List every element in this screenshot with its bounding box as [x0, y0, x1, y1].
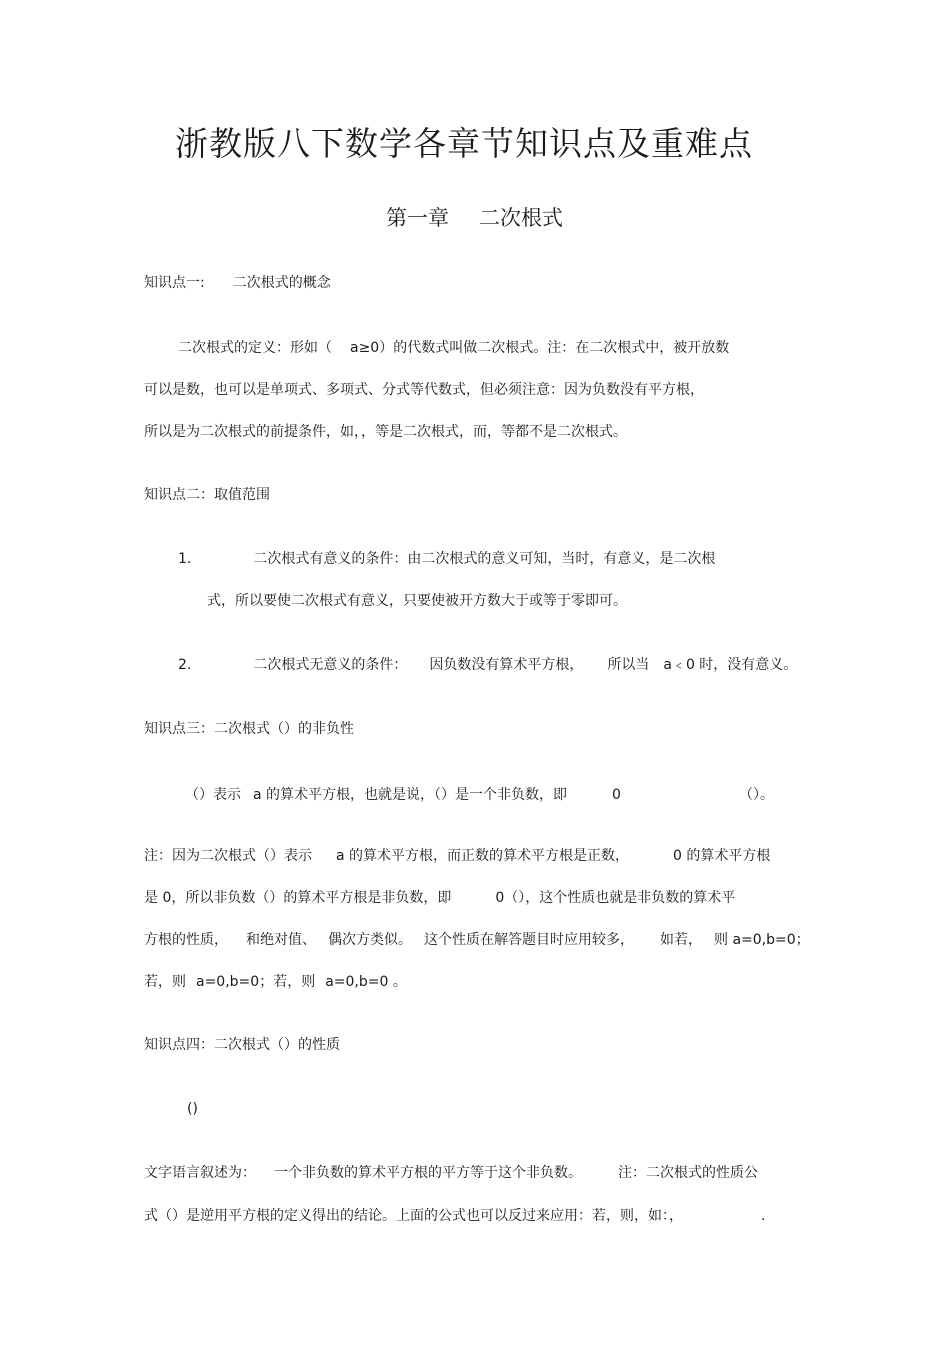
kp4-l2b: . [761, 1208, 766, 1224]
kp4-line-1 [144, 1163, 758, 1183]
kp2-item-1-number: 1. [178, 551, 192, 567]
kp1-heading [144, 273, 331, 293]
kp4-heading: 知识点四：二次根式（）的性质 [144, 1037, 340, 1053]
kp3-line-1 [185, 785, 774, 805]
kp1-label: 知识点一: [144, 275, 205, 291]
kp2-item-2-text3: 所以当 [607, 657, 650, 673]
kp3-l4f: 则 a=0,b=0； [714, 932, 810, 948]
kp2-item-1-cont: 式，所以要使二次根式有意义，只要使被开方数大于或等于零即可。 [207, 593, 627, 609]
kp4-l2a: 式（）是逆用平方根的定义得出的结论。上面的公式也可以反过来应用：若，则，如：， [144, 1208, 683, 1224]
kp3-l3b: 0（），这个性质也就是非负数的算术平 [495, 890, 736, 906]
kp4-formula: () [187, 1101, 198, 1117]
kp3-line-3 [144, 888, 735, 908]
kp2-item-2-text2: 因负数没有算术平方根， [429, 657, 584, 673]
kp1-line-3: 所以是为二次根式的前提条件，如，，等是二次根式，而，等都不是二次根式。 [144, 424, 627, 440]
kp2-item-2-number: 2. [178, 657, 192, 673]
kp3-l1b: a 的算术平方根，也就是说，（）是一个非负数，即 [253, 787, 568, 803]
chapter-number: 第一章 [386, 206, 449, 230]
kp3-l4e: 如若， [660, 932, 702, 948]
kp3-l4c: 偶次方类似。 [328, 932, 412, 948]
kp3-l1c: 0 [612, 787, 621, 803]
kp2-heading: 知识点二：取值范围 [144, 487, 270, 503]
kp4-l1c: 注：二次根式的性质公 [618, 1165, 758, 1181]
kp1-name: 二次根式的概念 [232, 275, 331, 291]
kp3-heading: 知识点三：二次根式（）的非负性 [144, 721, 354, 737]
kp3-l5b: a=0,b=0；若，则 [196, 974, 316, 990]
kp1-text-2: a≥0）的代数式叫做二次根式。注：在二次根式中，被开放数 [350, 340, 730, 356]
chapter-heading [386, 202, 563, 232]
kp1-line-2: 可以是数，也可以是单项式、多项式、分式等代数式，但必须注意：因为负数没有平方根， [144, 382, 704, 398]
kp4-line-2 [144, 1206, 765, 1226]
kp3-l1a: （）表示 [185, 787, 241, 803]
document-title: 浙教版八下数学各章节知识点及重难点 [175, 124, 753, 163]
kp1-line-1 [178, 338, 729, 358]
kp2-item-2 [178, 655, 797, 675]
kp1-text-1: 二次根式的定义：形如（ [178, 340, 332, 356]
kp3-l4b: 和绝对值、 [246, 932, 316, 948]
kp3-line-2 [144, 846, 770, 866]
kp3-l2c: 0 的算术平方根 [673, 848, 771, 864]
kp4-l1a: 文字语言叙述为： [144, 1165, 256, 1181]
kp2-item-2-text4: a﹤0 时，没有意义。 [663, 657, 798, 673]
kp3-l1d: （）。 [738, 787, 774, 803]
kp3-l4d: 这个性质在解答题目时应用较多， [424, 932, 634, 948]
chapter-name: 二次根式 [479, 206, 563, 230]
kp3-line-5 [144, 972, 407, 992]
kp2-item-1 [178, 549, 715, 569]
kp3-l4a: 方根的性质， [144, 932, 228, 948]
kp3-l2a: 注：因为二次根式（）表示 [144, 848, 312, 864]
kp2-item-1-text: 二次根式有意义的条件：由二次根式的意义可知，当时，有意义，是二次根 [253, 551, 716, 567]
kp3-l2b: a 的算术平方根，而正数的算术平方根是正数， [336, 848, 630, 864]
kp3-l5c: a=0,b=0 。 [325, 974, 407, 990]
kp3-l3a: 是 0，所以非负数（）的算术平方根是非负数，即 [144, 890, 452, 906]
kp3-line-4 [144, 930, 810, 950]
kp2-item-2-text: 二次根式无意义的条件： [253, 657, 408, 673]
kp3-l5a: 若，则 [144, 974, 186, 990]
kp4-l1b: 一个非负数的算术平方根的平方等于这个非负数。 [274, 1165, 582, 1181]
